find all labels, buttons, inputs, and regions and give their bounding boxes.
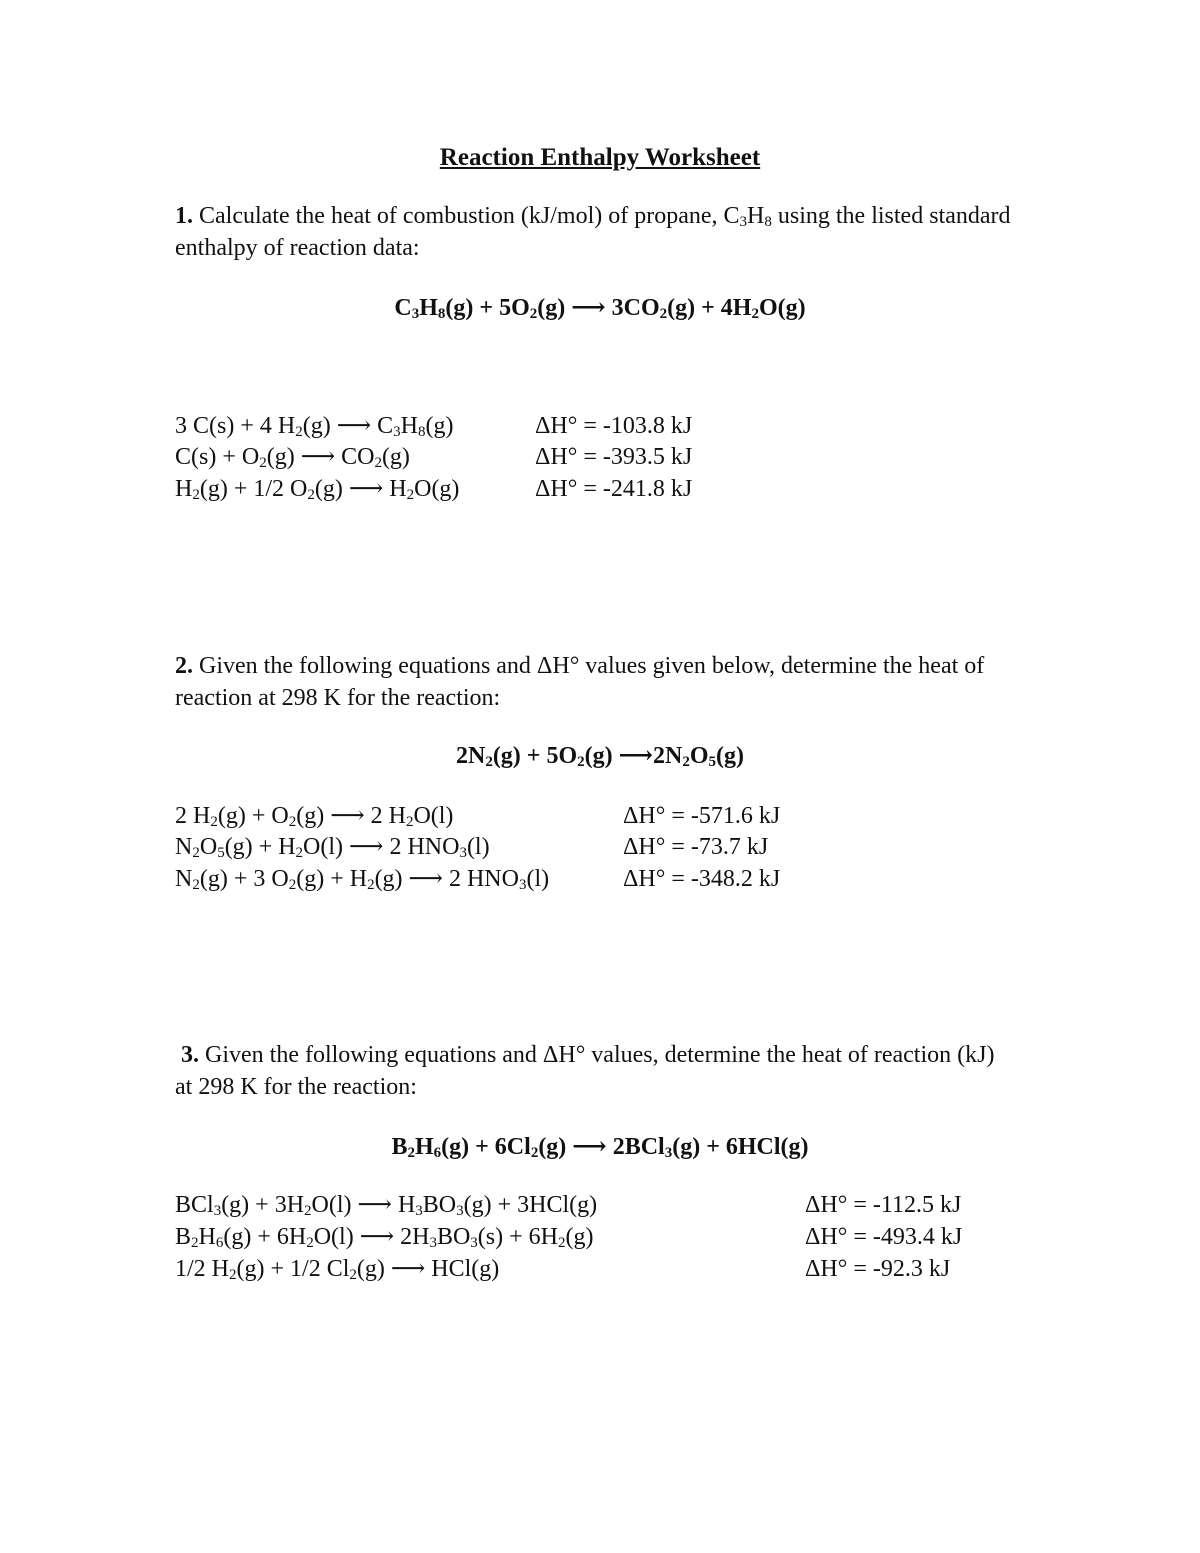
question-3-enthalpy-3: ΔH° = -92.3 kJ xyxy=(805,1256,951,1282)
question-2-equation-3: $N_2(g) + 3$ $O_2(g) + H_2(g)$ ⟶ 2 $HNO_3(l)$ xyxy=(175,866,550,893)
question-2-prompt: 2. Given the following equations and ΔH° values given below, determine the heat of reaction at 298 K for the reaction: xyxy=(175,653,985,711)
question-2-enthalpy-1: ΔH° = -571.6 kJ xyxy=(623,803,781,829)
question-1-enthalpy-2: ΔH° = -393.5 kJ xyxy=(535,444,693,470)
question-2-target-equation: $2N_2(g) + 5O_2(g)$ $⟶2N_2O_5(g)$ xyxy=(455,743,745,770)
question-3-enthalpy-2: ΔH° = -493.4 kJ xyxy=(805,1224,963,1250)
question-3-target-equation: $B_2H_6(g) + 6Cl_2(g)$ ⟶ 2BCl$_3$(g) + 6HCl(g) xyxy=(391,1134,809,1161)
question-1-enthalpy-3: ΔH° = -241.8 kJ xyxy=(535,476,693,502)
question-1-equation-3: $H_2(g) + 1/2$ $O_2(g)$ ⟶ $H_2O(g)$ xyxy=(175,476,460,503)
question-2-enthalpy-3: ΔH° = -348.2 kJ xyxy=(623,866,781,892)
question-3-equation-2: $B_2H_6(g) + 6H_2O(l)$ ⟶ $2H_3BO_3(s) + 6H_2(g)$ xyxy=(175,1224,594,1251)
question-1-enthalpy-1: ΔH° = -103.8 kJ xyxy=(535,413,693,439)
question-3-prompt: 3. Given the following equations and ΔH° values, determine the heat of reaction (kJ) at 298 K for the reaction: xyxy=(175,1042,995,1100)
question-3-enthalpy-1: ΔH° = -112.5 kJ xyxy=(805,1192,962,1218)
question-2-equation-2: $N_2O_5(g) + H_2O(l)$ ⟶ 2 $HNO_3(l)$ xyxy=(175,834,490,861)
question-1-prompt: 1. Calculate the heat of combustion (kJ/mol) of propane, $C_3H_8$ using the listed standard enthalpy of reaction data: xyxy=(175,203,1011,261)
question-1-number: 1. xyxy=(175,203,193,229)
question-2-number: 2. xyxy=(175,653,193,679)
question-1-equation-2: $C(s) + O_2(g)$ ⟶ $CO_2(g)$ xyxy=(175,444,410,471)
worksheet-title: Reaction Enthalpy Worksheet xyxy=(439,144,761,171)
question-2-equation-1: 2 $H_2(g) + O_2(g)$ ⟶ 2 $H_2O(l)$ xyxy=(175,803,454,830)
question-1-target-equation: $C_3H_8(g) + 5O_2(g)$ ⟶ $3CO_2(g) + 4H_2O(g)$ xyxy=(394,295,806,322)
question-3-equation-3: 1/2 $H_2(g) + 1/2$ $Cl_2(g)$ ⟶ HCl(g) xyxy=(175,1256,500,1283)
question-3-equation-1: $BCl_3(g) + 3H_2O(l)$ ⟶ $H_3BO_3(g) + 3HCl(g)$ xyxy=(175,1192,598,1219)
question-3-number: 3. xyxy=(181,1042,199,1068)
question-2-enthalpy-2: ΔH° = -73.7 kJ xyxy=(623,834,769,860)
question-1-equation-1: 3 C(s) + 4 $H_2(g)$ ⟶ $C_3H_8(g)$ xyxy=(175,413,454,440)
